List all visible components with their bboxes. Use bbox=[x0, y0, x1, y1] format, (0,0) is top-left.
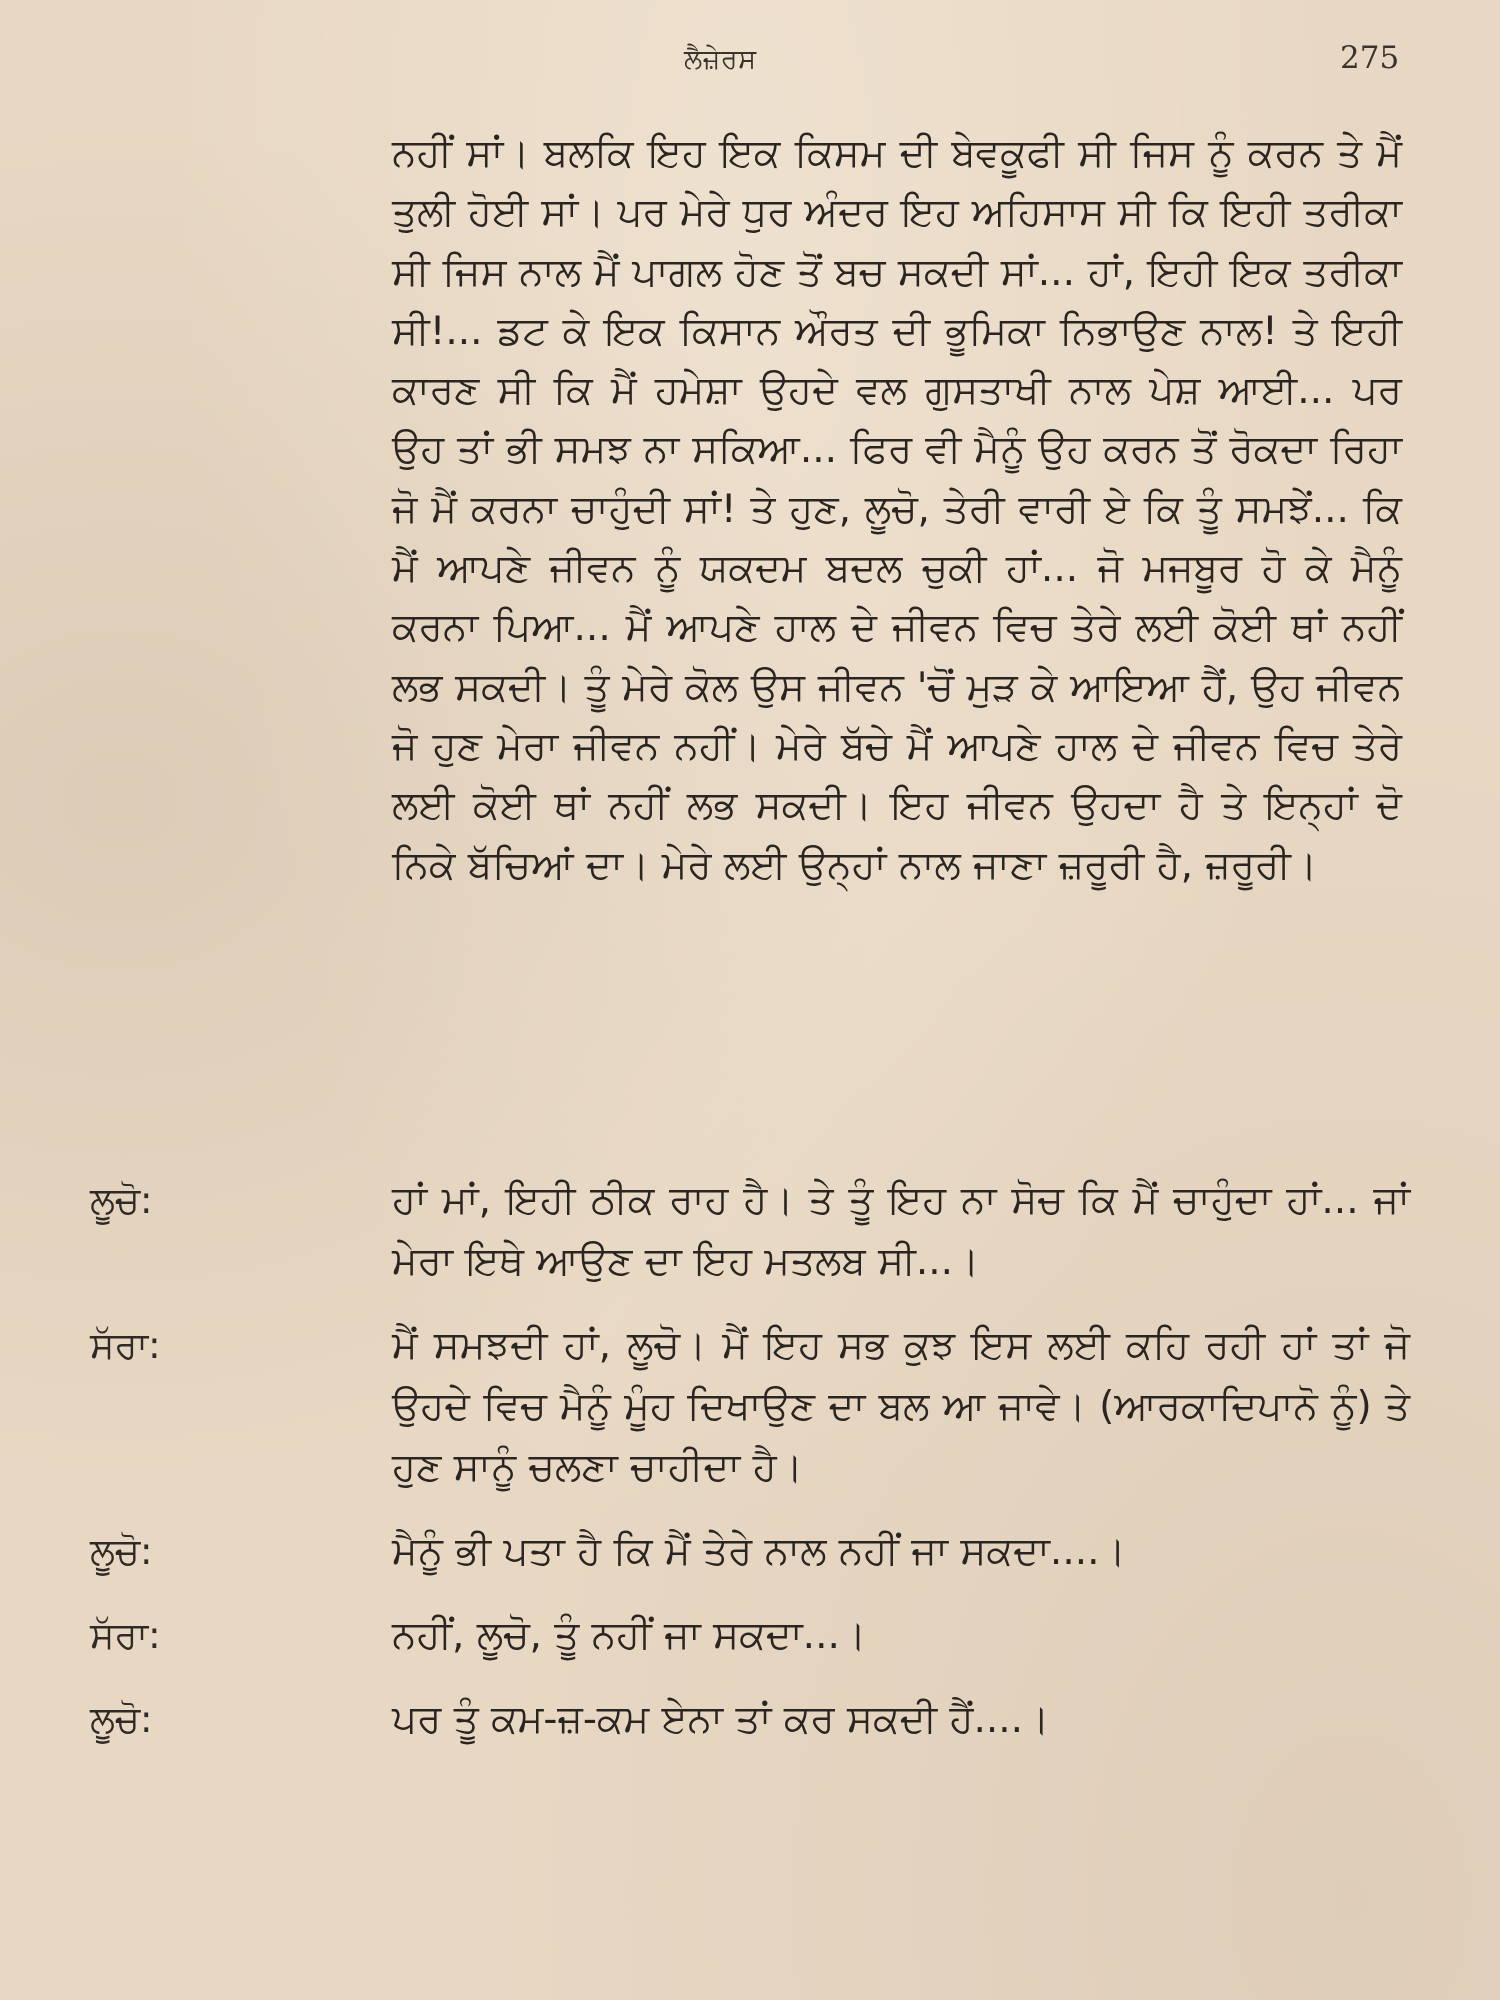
dialogue-turn bbox=[90, 1521, 1410, 1582]
speaker-name: ਸੱਰਾ: bbox=[90, 1614, 161, 1657]
speaker-name: ਸੱਰਾ: bbox=[90, 1324, 161, 1367]
dialogue-line: ਪਰ ਤੂੰ ਕਮ-ਜ਼-ਕਮ ਏਨਾ ਤਾਂ ਕਰ ਸਕਦੀ ਹੈਂ....। bbox=[392, 1697, 1050, 1742]
narration-paragraph: ਨਹੀਂ ਸਾਂ। ਬਲਕਿ ਇਹ ਇਕ ਕਿਸਮ ਦੀ ਬੇਵਕੂਫੀ ਸੀ ਜਿਸ ਨੂੰ ਕਰਨ ਤੇ ਮੈਂ ਤੁਲੀ ਹੋਈ ਸਾਂ। ਪਰ ਮੇਰੇ ਧੁਰ ਅੰਦਰ ਇਹ ਅਹਿਸਾਸ ਸੀ ਕਿ ਇਹੀ ਤਰੀਕਾ ਸੀ ਜਿਸ ਨਾਲ ਮੈਂ ਪਾਗਲ ਹੋਣ ਤੋਂ ਬਚ ਸਕਦੀ ਸਾਂ... ਹਾਂ, ਇਹੀ ਇਕ ਤਰੀਕਾ ਸੀ!... ਡਟ ਕੇ ਇਕ ਕਿਸਾਨ ਔਰਤ ਦੀ ਭੂਮਿਕਾ ਨਿਭਾਉਣ ਨਾਲ! ਤੇ ਇਹੀ ਕਾਰਣ ਸੀ ਕਿ ਮੈਂ ਹਮੇਸ਼ਾ ਉਹਦੇ ਵਲ ਗੁਸਤਾਖੀ ਨਾਲ ਪੇਸ਼ ਆਈ... ਪਰ ਉਹ ਤਾਂ ਭੀ ਸਮਝ ਨਾ ਸਕਿਆ... ਫਿਰ ਵੀ ਮੈਨੂੰ ਉਹ ਕਰਨ ਤੋਂ ਰੋਕਦਾ ਰਿਹਾ ਜੋ ਮੈਂ ਕਰਨਾ ਚਾਹੁੰਦੀ ਸਾਂ! ਤੇ ਹੁਣ, ਲੂਚੋ, ਤੇਰੀ ਵਾਰੀ ਏ ਕਿ ਤੂੰ ਸਮਝੇਂ... ਕਿ ਮੈਂ ਆਪਣੇ ਜੀਵਨ ਨੂੰ ਯਕਦਮ ਬਦਲ ਚੁਕੀ ਹਾਂ... ਜੋ ਮਜਬੂਰ ਹੋ ਕੇ ਮੈਨੂੰ ਕਰਨਾ ਪਿਆ... ਮੈਂ ਆਪਣੇ ਹਾਲ ਦੇ ਜੀਵਨ ਵਿਚ ਤੇਰੇ ਲਈ ਕੋਈ ਥਾਂ ਨਹੀਂ ਲਭ ਸਕਦੀ। ਤੂੰ ਮੇਰੇ ਕੋਲ ਉਸ ਜੀਵਨ 'ਚੋਂ ਮੁੜ ਕੇ ਆਇਆ ਹੈਂ, ਉਹ ਜੀਵਨ ਜੋ ਹੁਣ ਮੇਰਾ ਜੀਵਨ ਨਹੀਂ। ਮੇਰੇ ਬੱਚੇ ਮੈਂ ਆਪਣੇ ਹਾਲ ਦੇ ਜੀਵਨ ਵਿਚ ਤੇਰੇ ਲਈ ਕੋਈ ਥਾਂ ਨਹੀਂ ਲਭ ਸਕਦੀ। ਇਹ ਜੀਵਨ ਉਹਦਾ ਹੈ ਤੇ ਇਨ੍ਹਾਂ ਦੋ ਨਿਕੇ ਬੱਚਿਆਂ ਦਾ। ਮੇਰੇ ਲਈ ਉਨ੍ਹਾਂ ਨਾਲ ਜਾਣਾ ਜ਼ਰੂਰੀ ਹੈ, ਜ਼ਰੂਰੀ। bbox=[392, 131, 1402, 888]
speaker-name: ਲੂਚੋ: bbox=[90, 1179, 153, 1222]
dialogue-line: ਨਹੀਂ, ਲੂਚੋ, ਤੂੰ ਨਹੀਂ ਜਾ ਸਕਦਾ...। bbox=[392, 1613, 867, 1658]
speaker-name: ਲੂਚੋ: bbox=[90, 1530, 153, 1573]
dialogue-line: ਹਾਂ ਮਾਂ, ਇਹੀ ਠੀਕ ਰਾਹ ਹੈ। ਤੇ ਤੂੰ ਇਹ ਨਾ ਸੋਚ ਕਿ ਮੈਂ ਚਾਹੁੰਦਾ ਹਾਂ... ਜਾਂ ਮੇਰਾ ਇਥੇ ਆਉਣ ਦਾ ਇਹ ਮਤਲਬ ਸੀ...। bbox=[392, 1178, 1410, 1284]
speaker-name: ਲੂਚੋ: bbox=[90, 1698, 153, 1741]
dialogue-turn bbox=[90, 1689, 1410, 1750]
dialogue-block bbox=[90, 1170, 1410, 1773]
page-number: 275 bbox=[1340, 40, 1400, 76]
dialogue-line: ਮੈਨੂੰ ਭੀ ਪਤਾ ਹੈ ਕਿ ਮੈਂ ਤੇਰੇ ਨਾਲ ਨਹੀਂ ਜਾ ਸਕਦਾ....। bbox=[392, 1529, 1126, 1574]
dialogue-line: ਮੈਂ ਸਮਝਦੀ ਹਾਂ, ਲੂਚੋ। ਮੈਂ ਇਹ ਸਭ ਕੁਝ ਇਸ ਲਈ ਕਹਿ ਰਹੀ ਹਾਂ ਤਾਂ ਜੋ ਉਹਦੇ ਵਿਚ ਮੈਨੂੰ ਮੂੰਹ ਦਿਖਾਉਣ ਦਾ ਬਲ ਆ ਜਾਵੇ। (ਆਰਕਾਦਿਪਾਨੋ ਨੂੰ) ਤੇ ਹੁਣ ਸਾਨੂੰ ਚਲਣਾ ਚਾਹੀਦਾ ਹੈ। bbox=[392, 1323, 1410, 1490]
dialogue-turn bbox=[90, 1605, 1410, 1666]
dialogue-turn bbox=[90, 1170, 1410, 1292]
running-title: ਲੈਜ਼ੇਰਸ bbox=[684, 44, 757, 75]
dialogue-turn bbox=[90, 1315, 1410, 1498]
